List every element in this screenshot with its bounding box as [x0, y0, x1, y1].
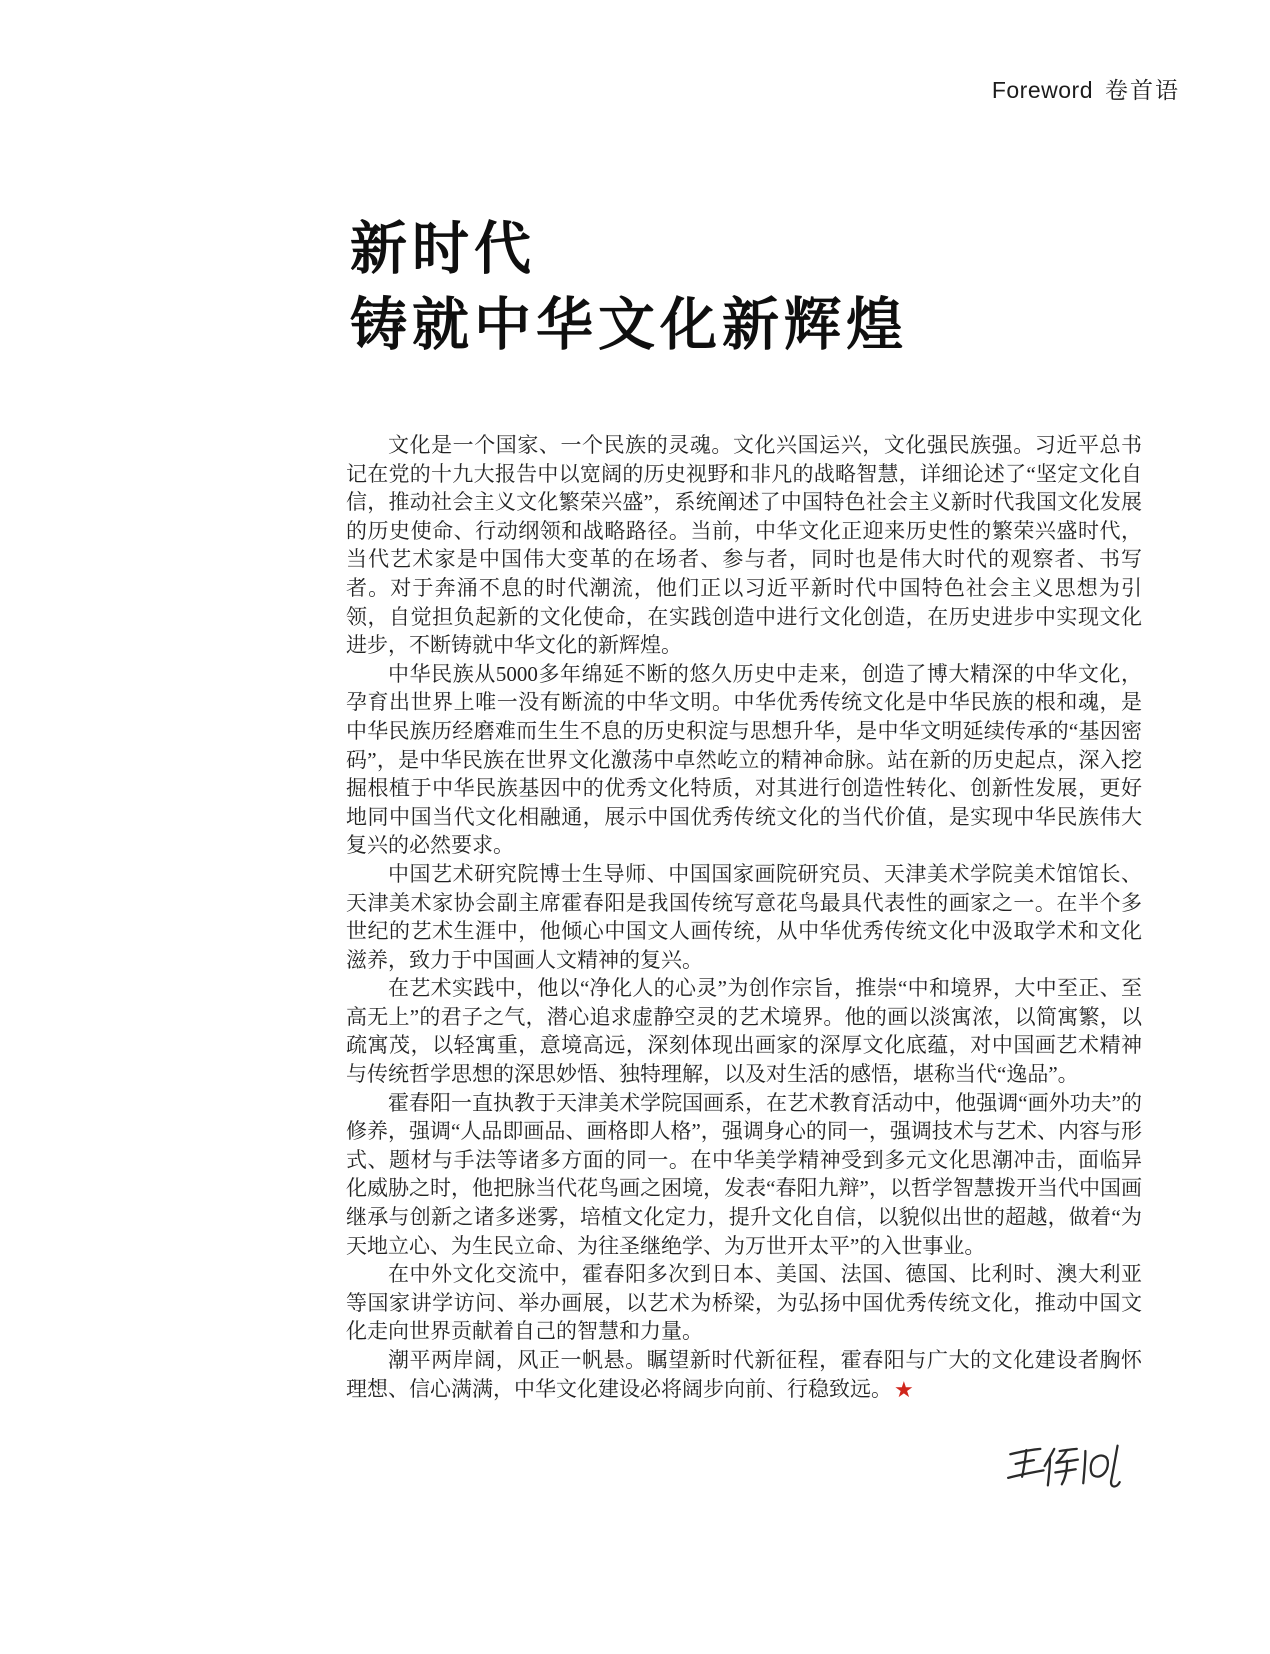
body-paragraph: 中国艺术研究院博士生导师、中国国家画院研究员、天津美术学院美术馆馆长、天津美术家协会副主席霍春阳是我国传统写意花鸟最具代表性的画家之一。在半个多世纪的艺术生涯中，他倾心中国文人画传统，从中华优秀传统文化中汲取学术和文化滋养，致力于中国画人文精神的复兴。 [346, 861, 1142, 972]
article-body [346, 431, 1142, 1404]
article-title-line2: 铸就中华文化新辉煌 [350, 294, 908, 357]
foreword-label-zh: 卷首语 [1105, 77, 1180, 103]
body-paragraph: 霍春阳一直执教于天津美术学院国画系，在艺术教育活动中，他强调“画外功夫”的修养，强调“人品即画品、画格即人格”，强调身心的同一，强调技术与艺术、内容与形式、题材与手法等诸多方面的同一。在中华美学精神受到多元文化思潮冲击，面临异化威胁之时，他把脉当代花鸟画之困境，发表“春阳九辩”，以哲学智慧拨开当代中国画继承与创新之诸多迷雾，培植文化定力，提升文化自信，以貌似出世的超越，做着“为天地立心、为生民立命、为往圣继绝学、为万世开太平”的入世事业。 [346, 1090, 1142, 1258]
body-paragraph: 在中外文化交流中，霍春阳多次到日本、美国、法国、德国、比利时、澳大利亚等国家讲学访问、举办画展，以艺术为桥梁，为弘扬中国优秀传统文化，推动中国文化走向世界贡献着自己的智慧和力量。 [346, 1262, 1142, 1344]
article-title-line1: 新时代 [350, 218, 536, 281]
body-paragraph: 潮平两岸阔，风正一帆悬。瞩望新时代新征程，霍春阳与广大的文化建设者胸怀理想、信心满满，中华文化建设必将阔步向前、行稳致远。★ [346, 1348, 1142, 1402]
foreword-label-en: Foreword [991, 77, 1093, 103]
article-title [350, 212, 908, 364]
closing-star-icon: ★ [894, 1376, 914, 1402]
page-header [992, 72, 1180, 105]
body-paragraph: 中华民族从5000多年绵延不断的悠久历史中走来，创造了博大精深的中华文化，孕育出世界上唯一没有断流的中华文明。中华优秀传统文化是中华民族的根和魂，是中华民族历经磨难而生生不息的历史积淀与思想升华，是中华文明延续传承的“基因密码”，是中华民族在世界文化激荡中卓然屹立的精神命脉。站在新的历史起点，深入挖掘根植于中华民族基因中的优秀文化特质，对其进行创造性转化、创新性发展，更好地同中国当代文化相融通，展示中国优秀传统文化的当代价值，是实现中华民族伟大复兴的必然要求。 [346, 661, 1142, 858]
body-paragraph: 文化是一个国家、一个民族的灵魂。文化兴国运兴，文化强民族强。习近平总书记在党的十九大报告中以宽阔的历史视野和非凡的战略智慧，详细论述了“坚定文化自信，推动社会主义文化繁荣兴盛”，系统阐述了中国特色社会主义新时代我国文化发展的历史使命、行动纲领和战略路径。当前，中华文化正迎来历史性的繁荣兴盛时代，当代艺术家是中国伟大变革的在场者、参与者，同时也是伟大时代的观察者、书写者。对于奔涌不息的时代潮流，他们正以习近平新时代中国特色社会主义思想为引领，自觉担负起新的文化使命，在实践创造中进行文化创造，在历史进步中实现文化进步，不断铸就中华文化的新辉煌。 [346, 433, 1142, 658]
body-paragraph: 在艺术实践中，他以“净化人的心灵”为创作宗旨，推崇“中和境界，大中至正、至高无上”的君子之气，潜心追求虚静空灵的艺术境界。他的画以淡寓浓，以简寓繁，以疏寓茂，以轻寓重，意境高远，深刻体现出画家的深厚文化底蕴，对中国画艺术精神与传统哲学思想的深思妙悟、独特理解，以及对生活的感悟，堪称当代“逸品”。 [346, 976, 1142, 1087]
signature [1006, 1440, 1124, 1490]
